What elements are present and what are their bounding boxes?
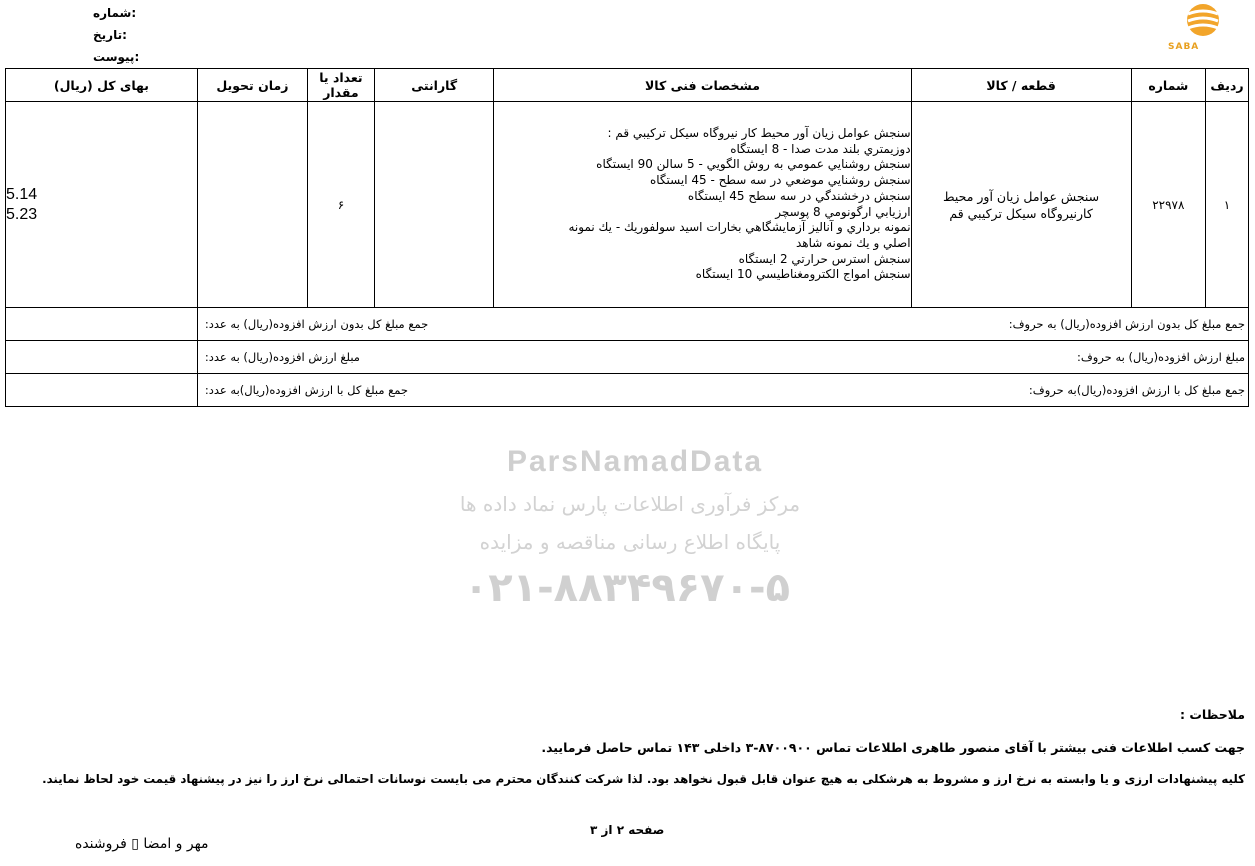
sum-row2-words: مبلغ ارزش افزوده(ريال) به حروف: bbox=[1076, 350, 1245, 364]
date-label: تاريخ: bbox=[93, 28, 127, 42]
header-warranty: گارانتی bbox=[374, 69, 493, 102]
spec-line: سنجش روشنايي موضعي در سه سطح - 45 ايستگاه bbox=[649, 173, 911, 188]
cell-item bbox=[911, 102, 1131, 308]
notes-line1: جهت كسب اطلاعات فنی بيشتر با آقای منصور طاهری اطلاعات تماس ۸۷۰۰۹۰۰-۳ داخلی ۱۴۳ تماس حاصل فرماييد. bbox=[541, 740, 1245, 755]
spec-line: سنجش روشنايي عمومي به روش الگويي - 5 سالن 90 ايستگاه bbox=[596, 157, 911, 172]
header-delivery: زمان تحويل bbox=[197, 69, 307, 102]
number-label: شماره: bbox=[93, 6, 137, 20]
header-quantity: تعداد يا مقدار bbox=[307, 69, 374, 102]
items-table bbox=[5, 68, 1249, 407]
attachment-label: پيوست: bbox=[93, 50, 140, 64]
sum-row-with-vat bbox=[6, 374, 1249, 407]
watermark-title: ParsNamadData bbox=[506, 445, 764, 478]
header-number: شماره bbox=[1131, 69, 1205, 102]
price-line2: 5.23 bbox=[6, 205, 38, 223]
header-item: قطعه / كالا bbox=[911, 69, 1131, 102]
sum-row3-value bbox=[6, 374, 198, 407]
spec-line: ارزيابي ارگونومي 8 پوسچر bbox=[775, 204, 911, 219]
cell-row-no: ۱ bbox=[1206, 102, 1249, 308]
sum-row3-words-cell bbox=[197, 374, 1248, 407]
sum-row1-words: جمع مبلغ كل بدون ارزش افزوده(ريال) به حروف: bbox=[1008, 317, 1245, 331]
header-row-no: رديف bbox=[1206, 69, 1249, 102]
sum-row2-words-cell bbox=[197, 341, 1248, 374]
cell-quantity: ۶ bbox=[307, 102, 374, 308]
cell-warranty bbox=[374, 102, 493, 308]
notes-line2: كليه پيشنهادات ارزی و يا وابسته به نرخ ارز و مشروط به هرشكلی به هيچ عنوان قابل قبول نخواهد بود. لذا شركت كنندگان محترم می بايست نوسانات احتمالی نرخ ارز را نيز در پيشنهاد قيمت خود لحاظ نمايند. bbox=[42, 772, 1245, 786]
table-header-row bbox=[6, 69, 1249, 102]
sum-row3-words: جمع مبلغ كل با ارزش افزوده(ريال)به حروف: bbox=[1028, 383, 1245, 397]
spec-line: نمونه برداري و آناليز آزمايشگاهي بخارات اسيد سولفوريك - يك نمونه bbox=[568, 220, 911, 235]
watermark-line1: مركز فرآوری اطلاعات پارس نماد داده ها bbox=[459, 492, 801, 516]
header-specs: مشخصات فنی كالا bbox=[494, 69, 911, 102]
spec-line: سنجش امواج الكترومغناطيسي 10 ايستگاه bbox=[695, 267, 911, 282]
sum-row2-value bbox=[6, 341, 198, 374]
signature-label: مهر و امضا ▯ فروشنده bbox=[75, 836, 209, 852]
cell-item-line2: كارنيروگاه سيكل تركيبي قم bbox=[949, 205, 1093, 221]
spec-line: اصلي و يك نمونه شاهد bbox=[795, 235, 911, 250]
page-number: صفحه ۲ از ۳ bbox=[590, 823, 665, 837]
cell-number: ۲۲۹۷۸ bbox=[1131, 102, 1205, 308]
cell-delivery bbox=[197, 102, 307, 308]
sum-row1-num: جمع مبلغ كل بدون ارزش افزوده(ريال) به عدد: bbox=[204, 317, 429, 331]
sum-row2-num: مبلغ ارزش افزوده(ريال) به عدد: bbox=[204, 350, 360, 364]
logo-text: SABA bbox=[1168, 42, 1200, 52]
cell-total-price bbox=[6, 102, 198, 308]
header-total-price: بهای كل (ريال) bbox=[6, 69, 198, 102]
sum-row3-num: جمع مبلغ كل با ارزش افزوده(ريال)به عدد: bbox=[204, 383, 409, 397]
sum-row-without-vat bbox=[6, 308, 1249, 341]
notes-title: ملاحظات : bbox=[1179, 707, 1245, 722]
price-line1: 5.14 bbox=[6, 185, 38, 203]
sum-row1-value bbox=[6, 308, 198, 341]
spec-line: سنجش درخشندگي در سه سطح 45 ايستگاه bbox=[687, 188, 911, 203]
sum-row1-words-cell bbox=[197, 308, 1248, 341]
spec-line: دوزيمتري بلند مدت صدا - 8 ايستگاه bbox=[730, 141, 911, 156]
spec-line: سنجش استرس حرارتي 2 ايستگاه bbox=[738, 251, 911, 266]
cell-item-line1: سنجش عوامل زيان آور محيط bbox=[943, 188, 1100, 204]
table-row bbox=[6, 102, 1249, 308]
spec-line: سنجش عوامل زيان آور محيط كار نيروگاه سيكل تركيبي قم : bbox=[607, 125, 911, 140]
watermark-line2: پايگاه اطلاع رسانی مناقصه و مزايده bbox=[479, 530, 781, 554]
watermark-phone: ۰۲۱-۸۸۳۴۹۶۷۰-۵ bbox=[463, 565, 790, 611]
cell-specs bbox=[494, 102, 911, 308]
sum-row-vat bbox=[6, 341, 1249, 374]
